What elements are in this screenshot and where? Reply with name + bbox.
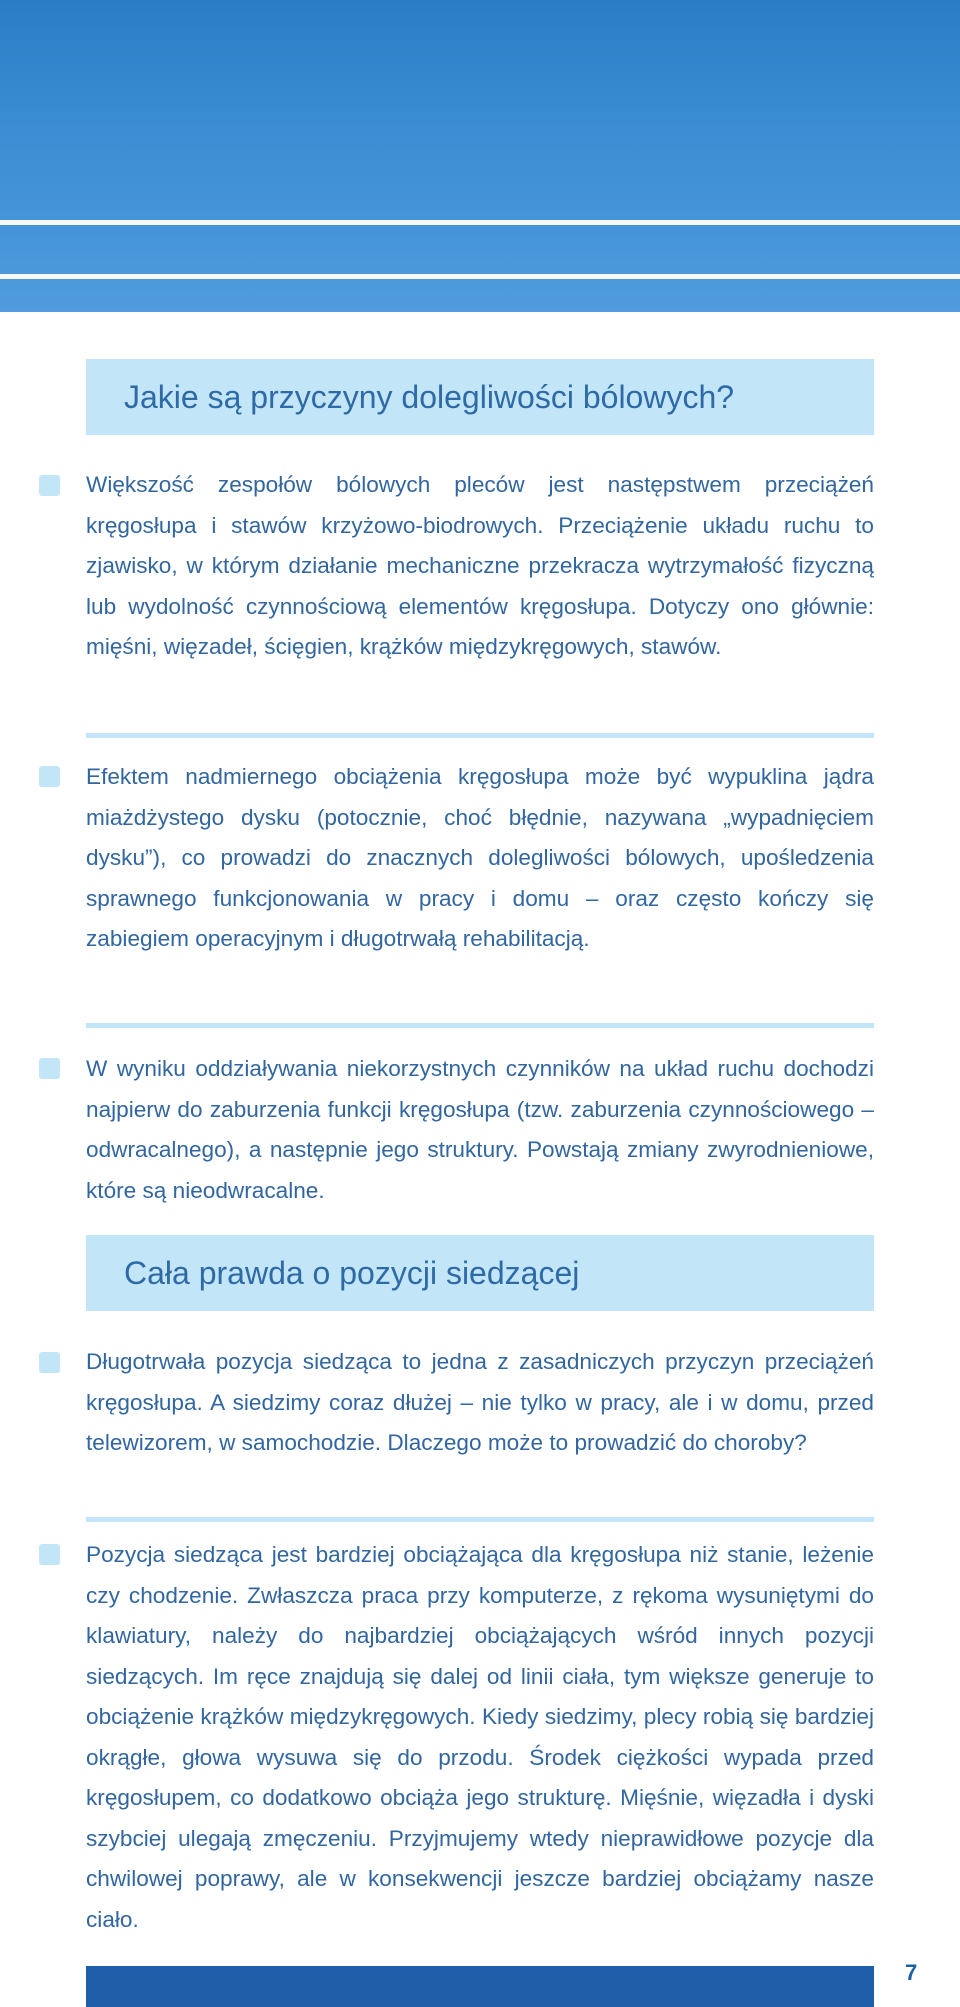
paragraph: W wyniku oddziaływania niekorzystnych czynników na układ ruchu dochodzi najpierw do zaburzenia funkcji kręgosłupa (tzw. zaburzenia czynnościowego – odwracalnego), a następnie jego struktury. Powstają zmiany zwyrodnieniowe, które są nieodwracalne. [86,1056,874,1203]
section-heading: Cała prawda o pozycji siedzącej [124,1255,580,1291]
section-heading: Jakie są przyczyny dolegliwości bólowych? [124,379,735,415]
paragraph: Pozycja siedząca jest bardziej obciążająca dla kręgosłupa niż stanie, leżenie czy chodzenie. Zwłaszcza praca przy komputerze, z rękoma wysuniętymi do klawiatury, należy do najbardziej obciążających wśród innych pozycji siedzących. Im ręce znajdują się dalej od linii ciała, tym większe generuje to obciążenie krążków międzykręgowych. Kiedy siedzimy, plecy robią się bardziej okrągłe, głowa wysuwa się do przodu. Środek ciężkości wypada przed kręgosłupem, co dodatkowo obciąża jego strukturę. Mięśnie, więzadła i dyski szybciej ulegają zmęczeniu. Przyjmujemy wtedy nieprawidłowe pozycje dla chwilowej poprawy, ale w konsekwencji jeszcze bardziej obciążamy nasze ciało. [86,1542,874,1932]
header-stripe [0,274,960,279]
header-stripe [0,220,960,225]
paragraph: Efektem nadmiernego obciążenia kręgosłupa może być wypuklina jądra miażdżystego dysku (potocznie, choć błędnie, nazywana „wypadnięciem dysku”), co prowadzi do znacznych dolegliwości bólowych, upośledzenia sprawnego funkcjonowania w pracy i domu – oraz często kończy się zabiegiem operacyjnym i długotrwałą rehabilitacją. [86,764,874,951]
section-divider [86,1023,874,1028]
paragraph: Długotrwała pozycja siedząca to jedna z zasadniczych przyczyn przeciążeń kręgosłupa. A siedzimy coraz dłużej – nie tylko w pracy, ale i w domu, przed telewizorem, w samochodzie. Dlaczego może to prowadzić do choroby? [86,1349,874,1455]
section-heading-box [86,1235,874,1311]
section-divider [86,1517,874,1522]
footer-bar [86,1966,874,2007]
section-heading-box [86,359,874,435]
bullet-square-icon [39,1352,60,1373]
paragraph: Większość zespołów bólowych pleców jest następstwem przeciążeń kręgosłupa i stawów krzyżowo-biodrowych. Przeciążenie układu ruchu to zjawisko, w którym działanie mechaniczne przekracza wytrzymałość fizyczną lub wydolność czynnościową elementów kręgosłupa. Dotyczy ono głównie: mięśni, więzadeł, ścięgien, krążków międzykręgowych, stawów. [86,472,874,659]
section-divider [86,733,874,738]
page-number: 7 [905,1960,918,1985]
bullet-square-icon [39,1544,60,1565]
bullet-square-icon [39,766,60,787]
header-band [0,0,960,312]
bullet-square-icon [39,475,60,496]
bullet-square-icon [39,1058,60,1079]
